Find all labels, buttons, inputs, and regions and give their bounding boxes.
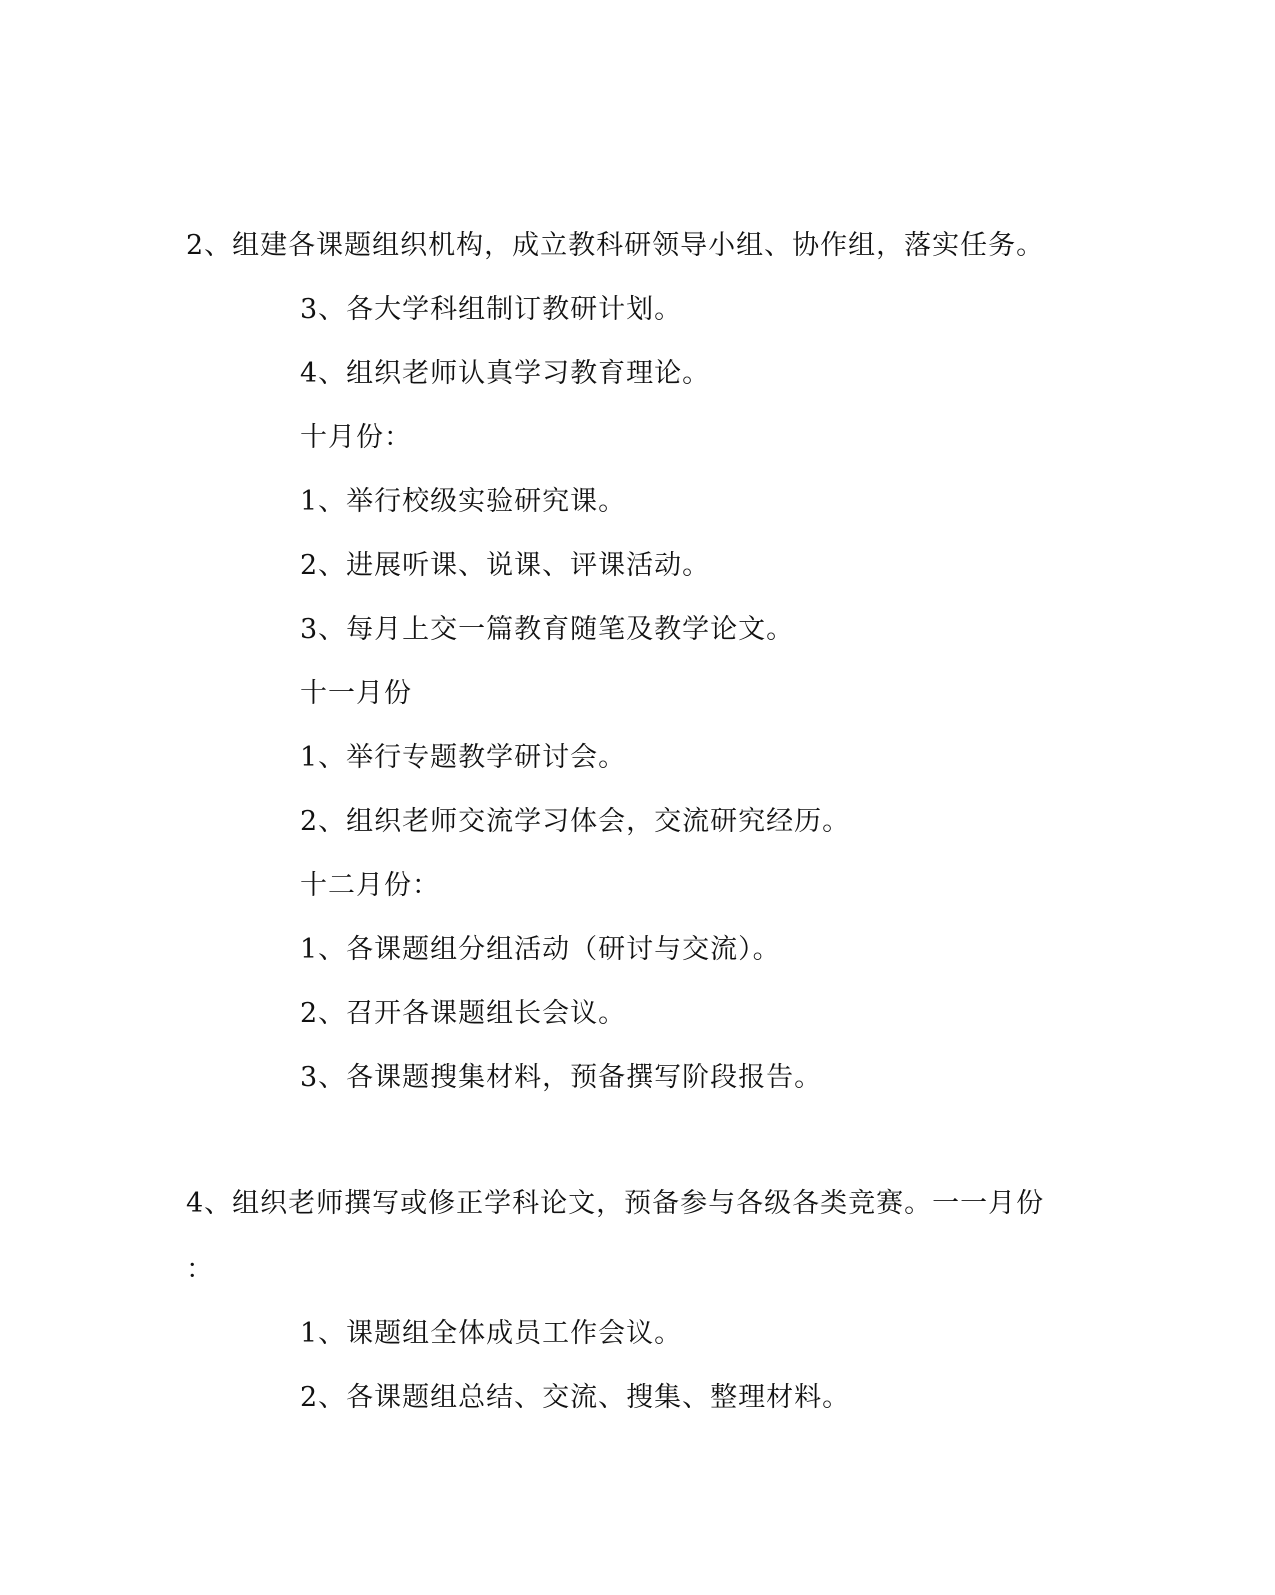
section-heading: 十月份：: [300, 422, 412, 453]
text-line: 3、各大学科组制订教研计划。: [300, 294, 683, 325]
text-line: 1、举行校级实验研究课。: [300, 486, 627, 517]
text-line: 2、进展听课、说课、评课活动。: [300, 550, 711, 581]
text-line: 3、各课题搜集材料，预备撰写阶段报告。: [300, 1062, 823, 1093]
text-line: 1、各课题组分组活动（研讨与交流）。: [300, 934, 781, 965]
text-line: 2、各课题组总结、交流、搜集、整理材料。: [300, 1382, 851, 1413]
text-line: 1、课题组全体成员工作会议。: [300, 1318, 683, 1349]
section-heading: 十一月份: [300, 678, 412, 709]
text-line: 2、组织老师交流学习体会，交流研究经历。: [300, 806, 851, 837]
text-line: 2、组建各课题组织机构，成立教科研领导小组、协作组，落实任务。: [186, 230, 1045, 261]
text-line: 1、举行专题教学研讨会。: [300, 742, 627, 773]
section-heading: 十二月份：: [300, 870, 440, 901]
text-line: 2、召开各课题组长会议。: [300, 998, 627, 1029]
text-line: 4、组织老师认真学习教育理论。: [300, 358, 711, 389]
text-line: ：: [186, 1254, 214, 1285]
text-line: 3、每月上交一篇教育随笔及教学论文。: [300, 614, 795, 645]
text-line: 4、组织老师撰写或修正学科论文，预备参与各级各类竞赛。一一月份: [186, 1188, 1045, 1219]
